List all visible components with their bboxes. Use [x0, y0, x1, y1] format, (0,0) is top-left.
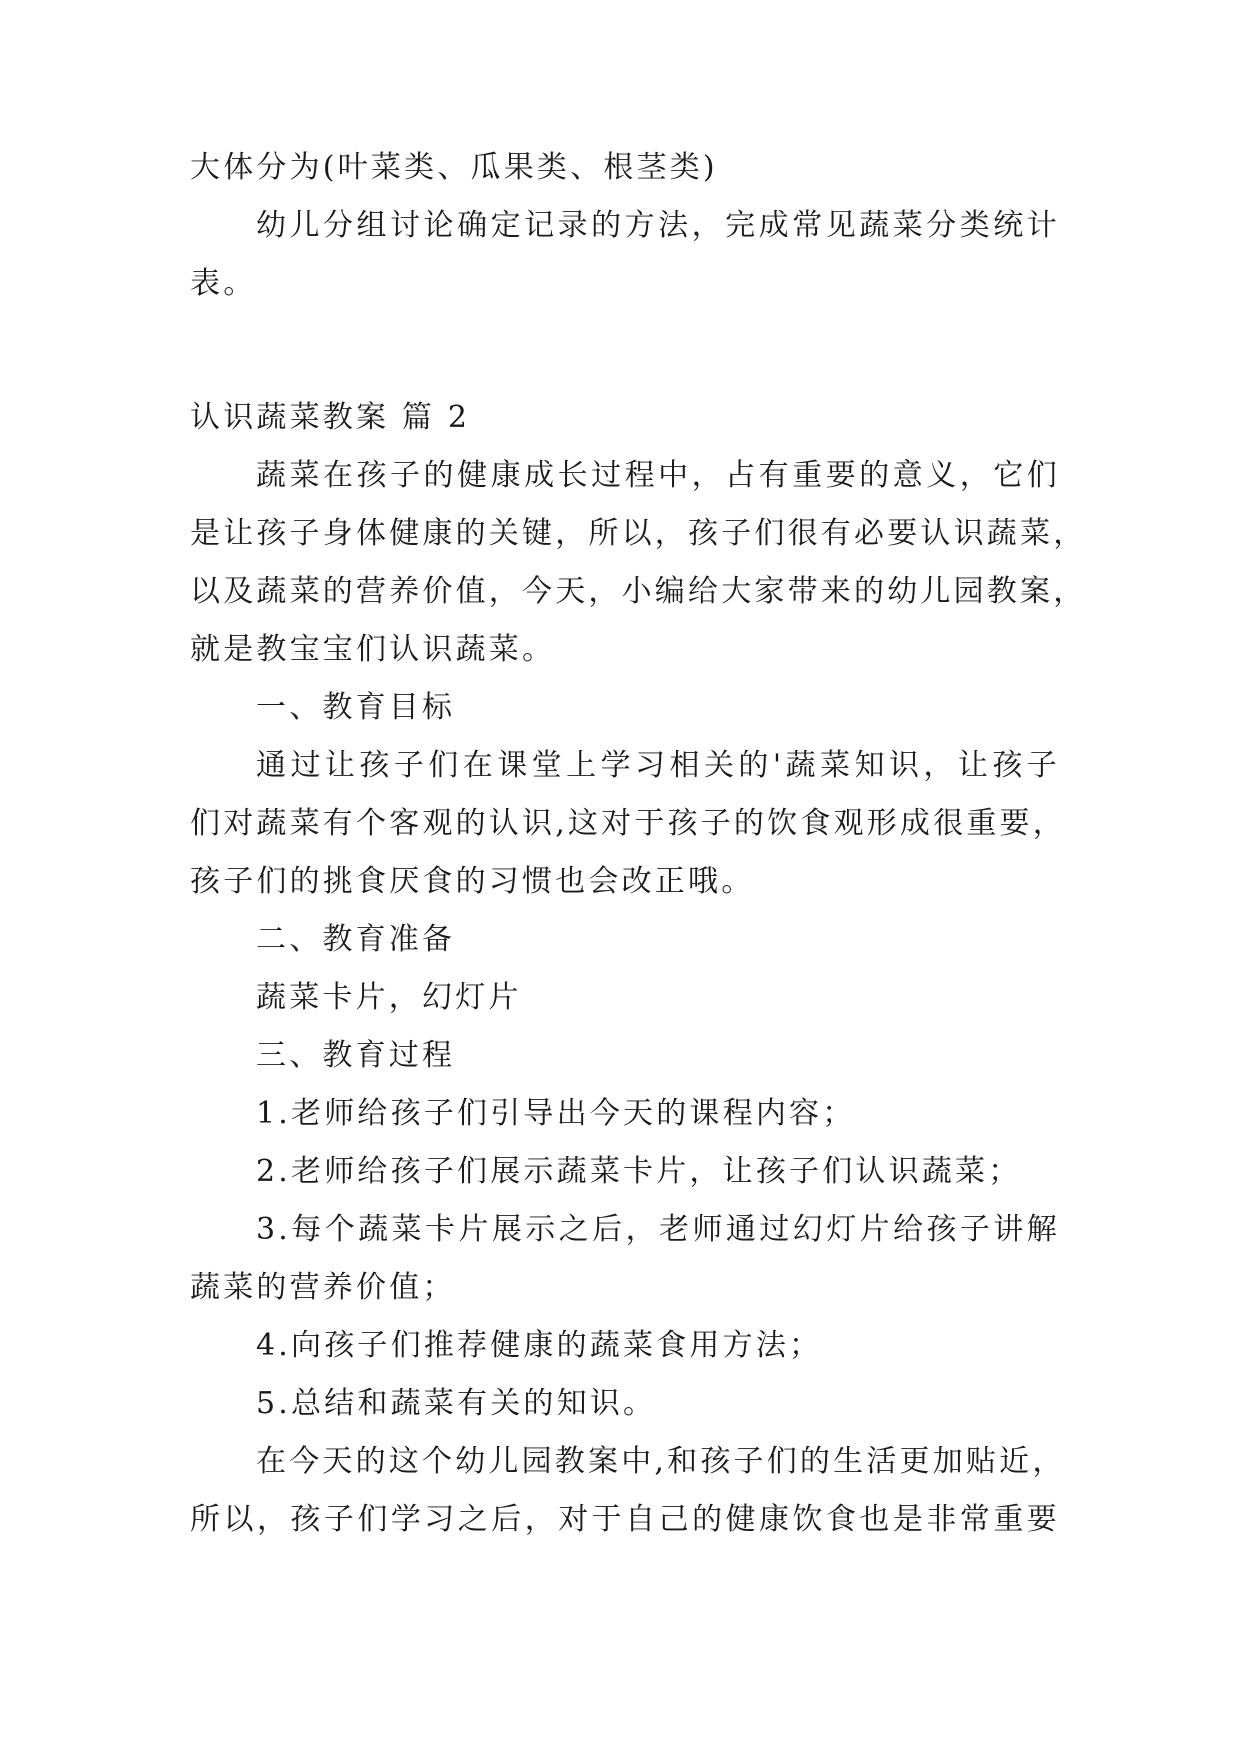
text-line: 以及蔬菜的营养价值，今天，小编给大家带来的幼儿园教案， — [190, 574, 1087, 609]
subheading: 二、教育准备 — [256, 922, 456, 957]
text-line: 所以，孩子们学习之后，对于自己的健康饮食也是非常重要 — [190, 1502, 1060, 1537]
text-line: 蔬菜在孩子的健康成长过程中，占有重要的意义，它们 — [256, 458, 1060, 493]
list-item-continuation: 蔬菜的营养价值； — [190, 1270, 456, 1305]
text-line: 通过让孩子们在课堂上学习相关的'蔬菜知识，让孩子 — [256, 748, 1060, 783]
text-line: 蔬菜卡片，幻灯片 — [256, 980, 522, 1015]
text-line: 大体分为(叶菜类、瓜果类、根茎类) — [190, 150, 718, 185]
list-item: 1.老师给孩子们引导出今天的课程内容； — [256, 1096, 856, 1131]
list-item: 4.向孩子们推荐健康的蔬菜食用方法； — [256, 1328, 823, 1363]
list-item: 3.每个蔬菜卡片展示之后，老师通过幻灯片给孩子讲解 — [256, 1212, 1060, 1247]
list-item: 2.老师给孩子们展示蔬菜卡片，让孩子们认识蔬菜； — [256, 1154, 1022, 1189]
subheading: 一、教育目标 — [256, 690, 456, 725]
text-line: 孩子们的挑食厌食的习惯也会改正哦。 — [190, 864, 755, 899]
text-line: 幼儿分组讨论确定记录的方法，完成常见蔬菜分类统计 — [256, 208, 1060, 243]
list-item: 5.总结和蔬菜有关的知识。 — [256, 1386, 657, 1421]
section-heading: 认识蔬菜教案 篇 2 — [190, 400, 471, 435]
subheading: 三、教育过程 — [256, 1038, 456, 1073]
text-line: 就是教宝宝们认识蔬菜。 — [190, 632, 556, 667]
text-line: 是让孩子身体健康的关键，所以，孩子们很有必要认识蔬菜， — [190, 516, 1087, 551]
text-line: 表。 — [190, 266, 257, 301]
text-line: 们对蔬菜有个客观的认识,这对于孩子的饮食观形成很重要， — [190, 806, 1066, 841]
text-line: 在今天的这个幼儿园教案中,和孩子们的生活更加贴近， — [256, 1444, 1066, 1479]
